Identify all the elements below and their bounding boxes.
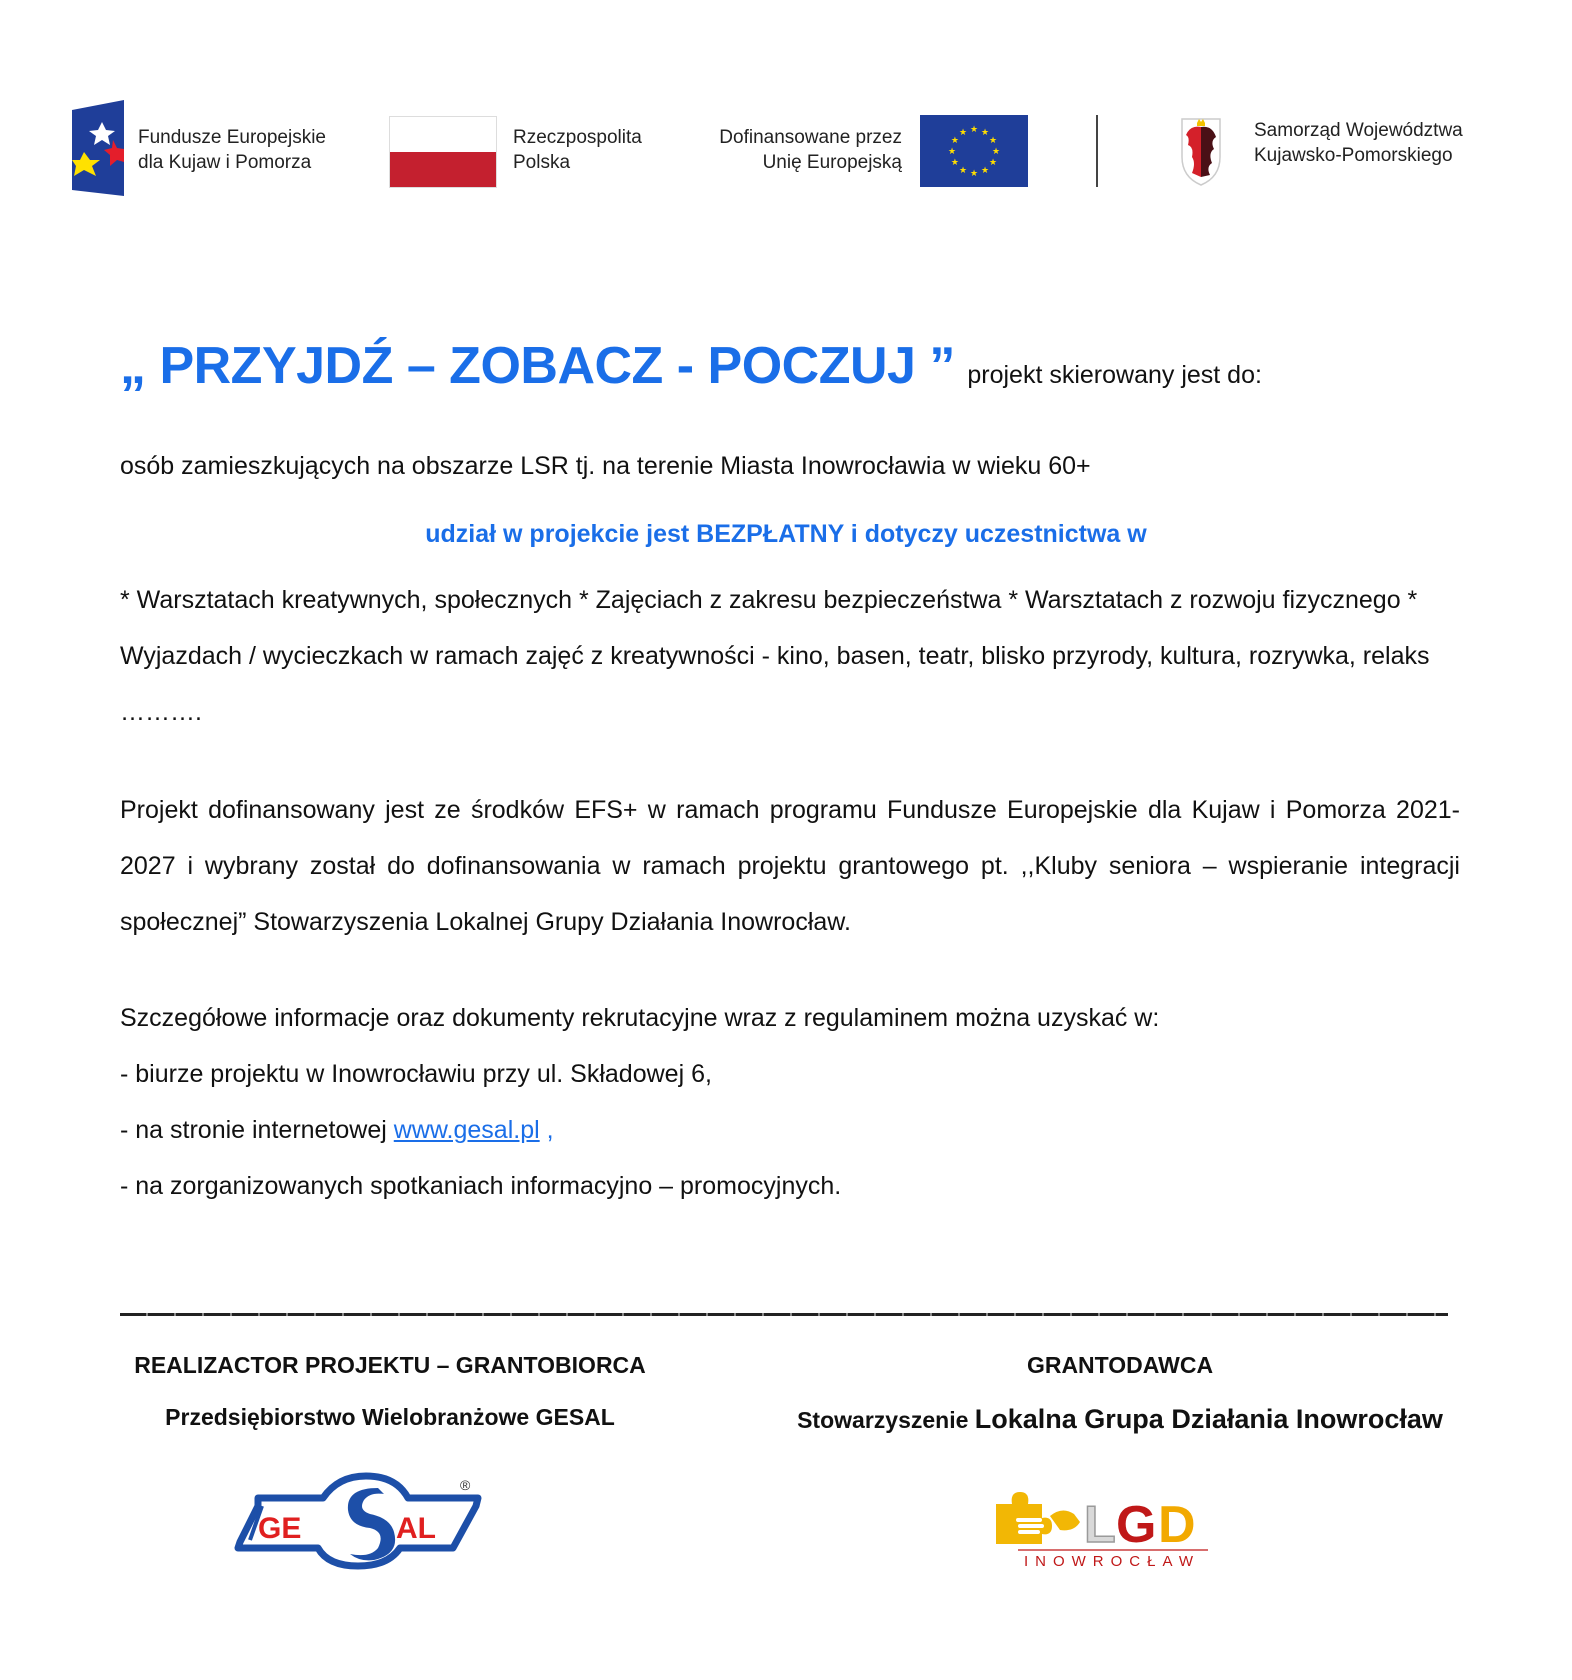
target-audience: osób zamieszkujących na obszarze LSR tj. na terenie Miasta Inowrocławia w wieku 60+ — [120, 452, 1091, 480]
gesal-logo-ge: GE — [258, 1512, 302, 1545]
fundusze-europejskie-logo-icon — [72, 100, 124, 196]
eu-cofinanced-label: Dofinansowane przez Unię Europejską — [719, 127, 902, 173]
activities-list: * Warsztatach kreatywnych, społecznych * Zajęciach z zakresu bezpieczeństwa * Warsztatach z rozwoju fizycznego * Wyjazdach / wycieczkach w ramach zajęć z kreatywności - kino, basen, teatr, blisko przyrody, kultura, rozrywka, relaks ………. — [120, 586, 1430, 726]
funding-paragraph: Projekt dofinansowany jest ze środków EFS+ w ramach programu Fundusze Europejskie dla Kujaw i Pomorza 2021-2027 i wybrany został do dofinansowania w ramach projektu grantowego pt. ,,Kluby seniora – wspieranie integracji społecznej” Stowarzyszenia Lokalnej Grupy Działania Inowrocław. — [120, 796, 1460, 936]
eu-star-icon: ★ — [989, 135, 998, 145]
info-intro: Szczegółowe informacje oraz dokumenty rekrutacyjne wraz z regulaminem można uzyskać w: — [120, 1004, 1160, 1032]
lgd-logo-d: D — [1158, 1496, 1196, 1554]
fundusze-europejskie-label: Fundusze Europejskie dla Kujaw i Pomorza — [138, 127, 326, 173]
lgd-logo-g: G — [1116, 1496, 1157, 1554]
lgd-logo-subtext: INOWROCŁAW — [1023, 1553, 1201, 1568]
rzeczpospolita-polska-label: Rzeczpospolita Polska — [513, 127, 642, 173]
free-participation-note: udział w projekcie jest BEZPŁATNY i dotyczy uczestnictwa w — [425, 520, 1147, 548]
registered-mark: ® — [460, 1477, 471, 1493]
project-title: „ PRZYJDŹ – ZOBACZ - POCZUJ ” — [120, 337, 955, 395]
eu-star-icon: ★ — [950, 157, 959, 167]
eu-star-icon: ★ — [947, 146, 957, 156]
eu-star-icon: ★ — [989, 157, 998, 167]
website-link[interactable]: www.gesal.pl — [393, 1116, 540, 1144]
eu-star-icon: ★ — [969, 124, 979, 134]
funding-logos-strip — [0, 0, 1572, 230]
eu-star-icon: ★ — [969, 168, 979, 178]
info-office: - biurze projektu w Inowrocławiu przy ul. Składowej 6, — [120, 1060, 712, 1088]
gesal-logo — [228, 1470, 488, 1575]
eu-star-icon: ★ — [980, 126, 990, 137]
eu-star-icon: ★ — [958, 126, 968, 137]
grantor-org-prefix: Stowarzyszenie — [797, 1407, 975, 1433]
info-meetings: - na zorganizowanych spotkaniach informacyjno – promocyjnych. — [120, 1172, 842, 1200]
grantee-organization: Przedsiębiorstwo Wielobranżowe GESAL — [165, 1404, 615, 1430]
headline — [120, 336, 1262, 396]
eu-star-icon: ★ — [980, 165, 990, 176]
project-target-intro: projekt skierowany jest do: — [967, 361, 1262, 389]
grantor-org-name: Lokalna Grupa Działania Inowrocław — [974, 1404, 1443, 1434]
eu-star-icon: ★ — [958, 165, 968, 176]
lgd-logo — [990, 1478, 1230, 1573]
eu-star-icon: ★ — [950, 135, 959, 145]
eu-star-icon: ★ — [991, 146, 1001, 156]
grantor-organization — [790, 1404, 1450, 1435]
info-website — [120, 1102, 841, 1158]
gesal-logo-al: AL — [396, 1512, 436, 1545]
footer-divider — [120, 1313, 1448, 1316]
eu-flag-icon — [920, 115, 1028, 187]
poland-flag-icon — [389, 116, 497, 188]
lgd-logo-l: L — [1084, 1496, 1116, 1554]
info-website-suffix: , — [539, 1116, 554, 1144]
grantor-role: GRANTODAWCA — [1026, 1352, 1214, 1378]
grantee-role: REALIZACTOR PROJEKTU – GRANTOBIORCA — [134, 1352, 646, 1378]
info-sources-list — [120, 1046, 841, 1214]
kujawsko-pomorskie-crest-icon — [1180, 115, 1222, 192]
info-website-prefix: - na stronie internetowej — [120, 1116, 394, 1144]
logo-divider — [1096, 115, 1098, 187]
samorzad-wojewodztwa-label: Samorząd Województwa Kujawsko-Pomorskiego — [1254, 120, 1463, 166]
